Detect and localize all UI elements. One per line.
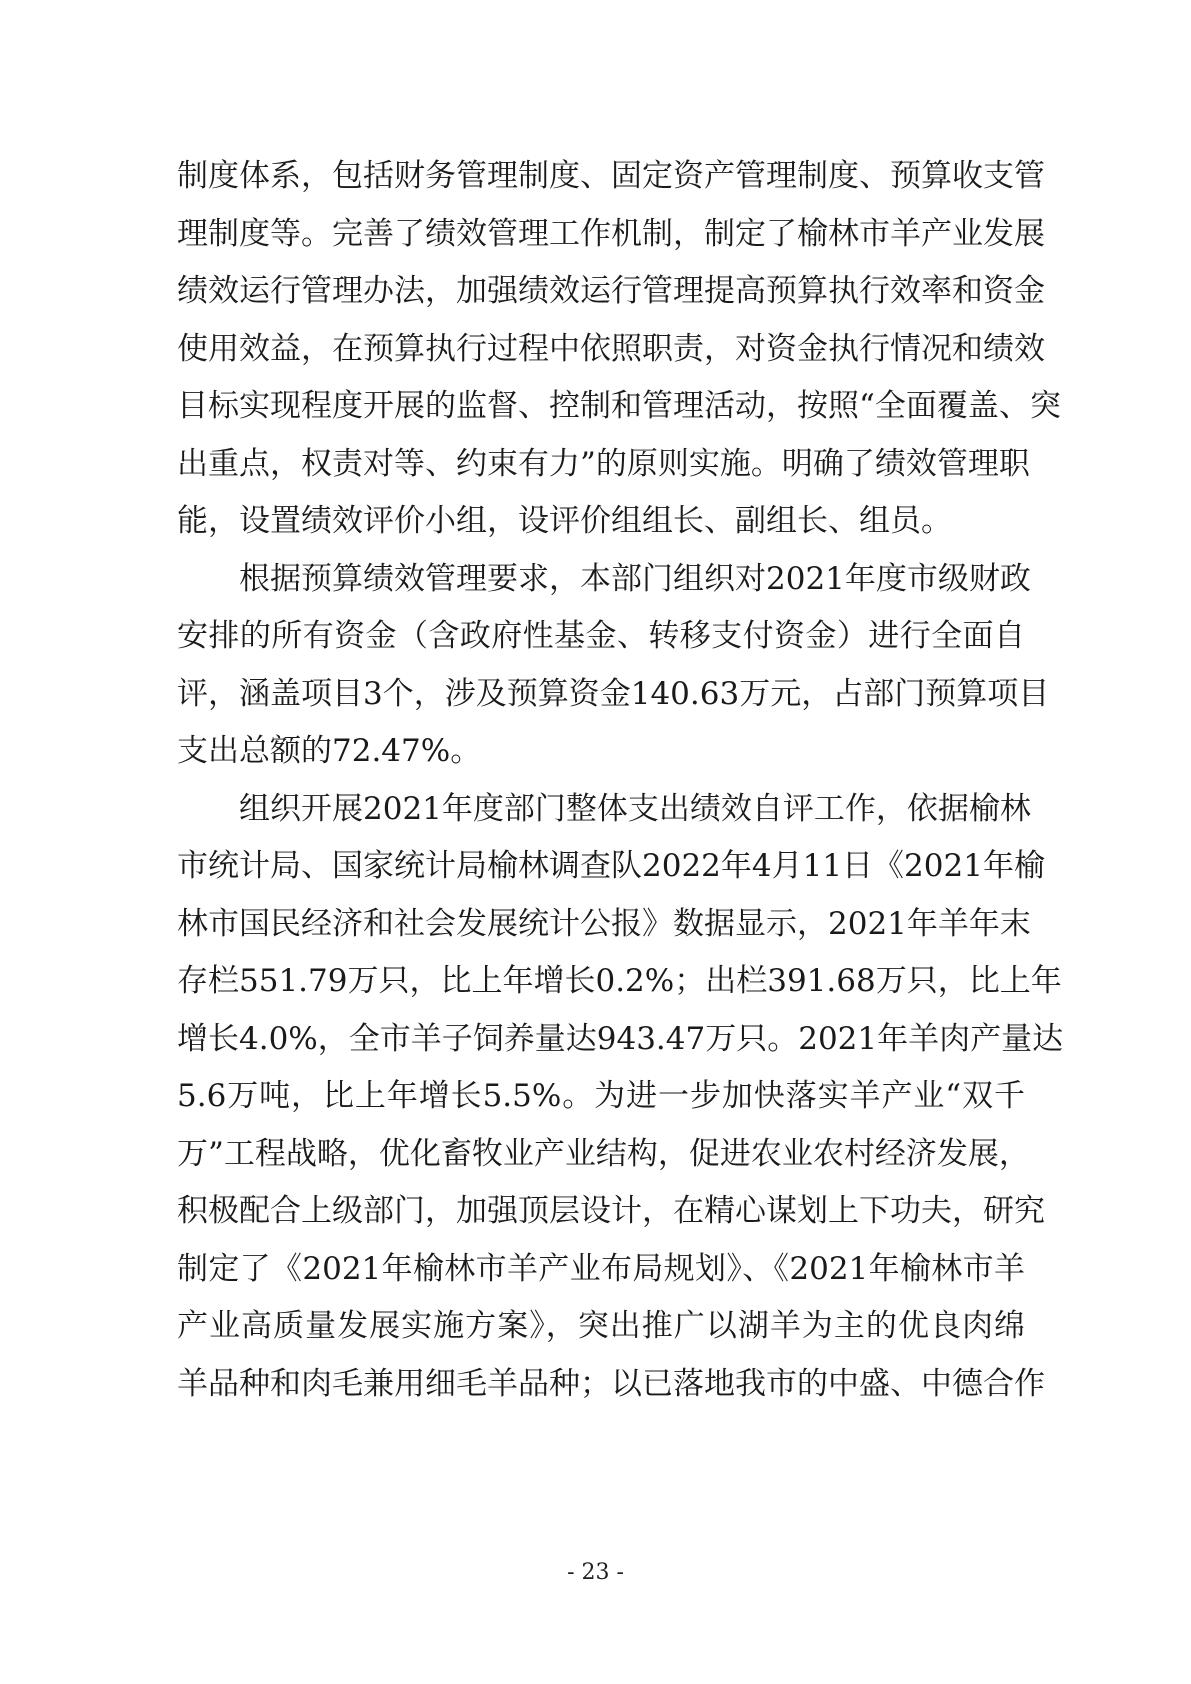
- text-line: 产业高质量发展实施方案》，突出推广以湖羊为主的优良肉绵: [177, 1308, 1025, 1344]
- text-line: 绩效运行管理办法，加强绩效运行管理提高预算执行效率和资金: [177, 273, 1045, 309]
- text-line: 根据预算绩效管理要求，本部门组织对2021年度市级财政: [239, 560, 1031, 597]
- paragraph-1: [177, 148, 1061, 551]
- text-line: 万”工程战略，优化畜牧业产业结构，促进农业农村经济发展，: [177, 1135, 1030, 1172]
- text-line: 出重点，权责对等、约束有力”的原则实施。明确了绩效管理职: [177, 445, 1030, 482]
- text-line: 增长4.0%，全市羊子饲养量达943.47万只。2021年羊肉产量达: [177, 1020, 1064, 1057]
- paragraph-2: [177, 551, 1050, 781]
- text-line: 评，涵盖项目3个，涉及预算资金140.63万元，占部门预算项目: [177, 675, 1050, 712]
- text-line: 5.6万吨，比上年增长5.5%。为进一步加快落实羊产业“双千: [177, 1078, 1025, 1114]
- text-line: 市统计局、国家统计局榆林调查队2022年4月11日《2021年榆: [177, 848, 1045, 884]
- text-line: 制度体系，包括财务管理制度、固定资产管理制度、预算收支管: [177, 158, 1045, 194]
- body-text: [177, 148, 1064, 1413]
- page-number: - 23 -: [567, 1560, 624, 1585]
- text-line: 羊品种和肉毛兼用细毛羊品种；以已落地我市的中盛、中德合作: [177, 1365, 1045, 1402]
- text-line: 制定了《2021年榆林市羊产业布局规划》、《2021年榆林市羊: [177, 1250, 1025, 1287]
- text-line: 组织开展2021年度部门整体支出绩效自评工作，依据榆林: [239, 790, 1031, 827]
- text-line: 目标实现程度开展的监督、控制和管理活动，按照“全面覆盖、突: [177, 388, 1061, 424]
- text-line: 能，设置绩效评价小组，设评价组组长、副组长、组员。: [177, 503, 952, 539]
- text-line: 理制度等。完善了绩效管理工作机制，制定了榆林市羊产业发展: [177, 215, 1045, 252]
- text-line: 安排的所有资金（含政府性基金、转移支付资金）进行全面自: [177, 618, 1025, 654]
- text-line: 积极配合上级部门，加强顶层设计，在精心谋划上下功夫，研究: [177, 1193, 1045, 1229]
- text-line: 存栏551.79万只，比上年增长0.2%；出栏391.68万只，比上年: [177, 963, 1062, 999]
- paragraph-3: [177, 781, 1064, 1414]
- text-line: 使用效益，在预算执行过程中依照职责，对资金执行情况和绩效: [177, 330, 1045, 367]
- text-line: 支出总额的72.47%。: [177, 733, 482, 769]
- text-line: 林市国民经济和社会发展统计公报》数据显示，2021年羊年末: [177, 905, 1031, 942]
